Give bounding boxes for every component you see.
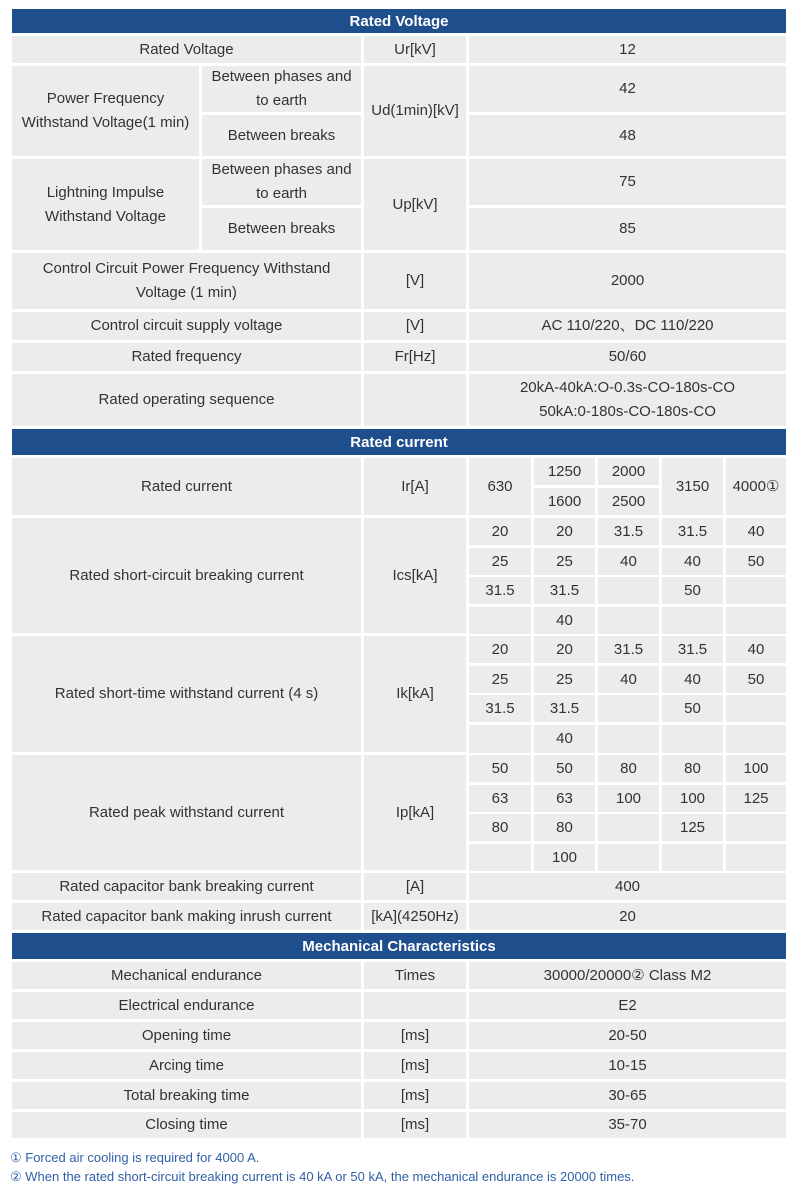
ip-value-cell: 50 xyxy=(534,755,595,782)
ik-value-cell xyxy=(726,695,786,722)
row-label-rated-voltage: Rated Voltage xyxy=(12,36,361,63)
ip-value-cell: 80 xyxy=(534,814,595,841)
footnote-1: ① Forced air cooling is required for 4000 A. xyxy=(10,1150,260,1165)
row-value-opening-time: 20-50 xyxy=(469,1022,786,1049)
ics-value-cell: 31.5 xyxy=(598,518,659,545)
ip-value-cell xyxy=(598,814,659,841)
ip-value-cell: 100 xyxy=(598,785,659,812)
ics-value-cell xyxy=(469,607,531,634)
ip-value-cell: 80 xyxy=(598,755,659,782)
sub-label-between-phases: Between phases and to earth xyxy=(202,66,361,112)
ik-value-cell: 40 xyxy=(598,666,659,693)
ics-value-cell: 20 xyxy=(534,518,595,545)
ics-value-cell xyxy=(726,607,786,634)
ics-value-cell: 40 xyxy=(534,607,595,634)
row-label-power-frequency: Power Frequency Withstand Voltage(1 min) xyxy=(12,66,199,156)
row-unit-lightning-impulse: Up[kV] xyxy=(364,159,466,250)
row-value-arcing-time: 10-15 xyxy=(469,1052,786,1079)
row-label-closing-time: Closing time xyxy=(12,1112,361,1138)
rated-current-1250: 1250 xyxy=(534,458,595,485)
ik-value-cell xyxy=(598,695,659,722)
sub-label-between-breaks: Between breaks xyxy=(202,208,361,250)
row-label-operating-sequence: Rated operating sequence xyxy=(12,374,361,426)
footnote-2: ② When the rated short-circuit breaking current is 40 kA or 50 kA, the mechanical endurance is 20000 times. xyxy=(10,1169,635,1184)
ik-value-cell: 31.5 xyxy=(598,636,659,663)
rated-current-4000: 4000① xyxy=(726,458,786,515)
row-unit-control-supply: [V] xyxy=(364,312,466,340)
row-value-capacitor-breaking: 400 xyxy=(469,873,786,900)
row-label-total-breaking-time: Total breaking time xyxy=(12,1082,361,1109)
ik-value-cell xyxy=(598,725,659,753)
row-value-total-breaking-time: 30-65 xyxy=(469,1082,786,1109)
ics-value-cell: 40 xyxy=(598,548,659,575)
row-value-mechanical-endurance: 30000/20000② Class M2 xyxy=(469,962,786,989)
ip-value-cell xyxy=(726,814,786,841)
row-value-operating-sequence xyxy=(469,374,786,426)
row-label-lightning-impulse: Lightning Impulse Withstand Voltage xyxy=(12,159,199,250)
ik-value-cell: 40 xyxy=(534,725,595,753)
ip-value-cell xyxy=(598,844,659,871)
row-value-electrical-endurance: E2 xyxy=(469,992,786,1019)
row-label-short-circuit-breaking: Rated short-circuit breaking current xyxy=(12,518,361,633)
row-value-control-supply: AC 110/220、DC 110/220 xyxy=(469,312,786,340)
ics-value-cell: 25 xyxy=(469,548,531,575)
ik-value-cell: 40 xyxy=(662,666,723,693)
row-value-rated-frequency: 50/60 xyxy=(469,343,786,371)
ik-value-cell xyxy=(469,725,531,753)
sub-label-between-phases: Between phases and to earth xyxy=(202,159,361,205)
row-label-control-supply: Control circuit supply voltage xyxy=(12,312,361,340)
ip-value-cell: 125 xyxy=(726,785,786,812)
row-label-capacitor-breaking: Rated capacitor bank breaking current xyxy=(12,873,361,900)
ip-value-cell: 80 xyxy=(469,814,531,841)
section-header-mechanical: Mechanical Characteristics xyxy=(12,933,786,959)
row-unit-peak-withstand: Ip[kA] xyxy=(364,755,466,870)
row-unit-arcing-time: [ms] xyxy=(364,1052,466,1079)
section-header-rated-voltage: Rated Voltage xyxy=(12,9,786,33)
row-unit-electrical-endurance xyxy=(364,992,466,1019)
row-unit-capacitor-breaking: [A] xyxy=(364,873,466,900)
row-value-closing-time: 35-70 xyxy=(469,1112,786,1138)
ics-value-cell: 40 xyxy=(662,548,723,575)
value-power-freq-phases: 42 xyxy=(469,66,786,112)
rated-current-2000: 2000 xyxy=(598,458,659,485)
ik-value-cell: 25 xyxy=(534,666,595,693)
row-value-control-circuit-pf: 2000 xyxy=(469,253,786,309)
row-unit-operating-sequence xyxy=(364,374,466,426)
row-label-control-circuit-pf: Control Circuit Power Frequency Withstand Voltage (1 min) xyxy=(12,253,361,309)
sequence-line-1: 20kA-40kA:O-0.3s-CO-180s-CO xyxy=(519,379,736,396)
row-unit-short-time-withstand: Ik[kA] xyxy=(364,636,466,752)
ip-value-cell: 100 xyxy=(534,844,595,871)
row-label-peak-withstand: Rated peak withstand current xyxy=(12,755,361,870)
ip-value-cell: 100 xyxy=(662,785,723,812)
ik-value-cell: 50 xyxy=(726,666,786,693)
row-label-arcing-time: Arcing time xyxy=(12,1052,361,1079)
ip-value-cell xyxy=(469,844,531,871)
ip-value-cell: 63 xyxy=(534,785,595,812)
ip-value-cell: 80 xyxy=(662,755,723,782)
row-label-rated-frequency: Rated frequency xyxy=(12,343,361,371)
value-lightning-phases: 75 xyxy=(469,159,786,205)
row-unit-total-breaking-time: [ms] xyxy=(364,1082,466,1109)
ip-value-cell xyxy=(726,844,786,871)
row-label-capacitor-making: Rated capacitor bank making inrush current xyxy=(12,903,361,930)
row-unit-mechanical-endurance: Times xyxy=(364,962,466,989)
ics-value-cell xyxy=(726,577,786,604)
ik-value-cell: 20 xyxy=(469,636,531,663)
value-power-freq-breaks: 48 xyxy=(469,115,786,156)
rated-current-630: 630 xyxy=(469,458,531,515)
ics-value-cell: 40 xyxy=(726,518,786,545)
row-label-short-time-withstand: Rated short-time withstand current (4 s) xyxy=(12,636,361,752)
row-label-rated-current: Rated current xyxy=(12,458,361,515)
ik-value-cell xyxy=(726,725,786,753)
ics-value-cell xyxy=(662,607,723,634)
row-unit-rated-current: Ir[A] xyxy=(364,458,466,515)
row-unit-rated-frequency: Fr[Hz] xyxy=(364,343,466,371)
row-unit-closing-time: [ms] xyxy=(364,1112,466,1138)
ik-value-cell: 50 xyxy=(662,695,723,722)
value-lightning-breaks: 85 xyxy=(469,208,786,250)
row-label-mechanical-endurance: Mechanical endurance xyxy=(12,962,361,989)
ip-value-cell: 50 xyxy=(469,755,531,782)
ip-value-cell: 125 xyxy=(662,814,723,841)
ik-value-cell xyxy=(662,725,723,753)
ik-value-cell: 40 xyxy=(726,636,786,663)
row-value-rated-voltage: 12 xyxy=(469,36,786,63)
ik-value-cell: 20 xyxy=(534,636,595,663)
row-unit-short-circuit-breaking: Ics[kA] xyxy=(364,518,466,633)
ip-value-cell: 100 xyxy=(726,755,786,782)
ics-value-cell: 31.5 xyxy=(662,518,723,545)
row-unit-rated-voltage: Ur[kV] xyxy=(364,36,466,63)
row-label-opening-time: Opening time xyxy=(12,1022,361,1049)
row-unit-opening-time: [ms] xyxy=(364,1022,466,1049)
sequence-line-2: 50kA:0-180s-CO-180s-CO xyxy=(539,403,716,420)
ip-value-cell xyxy=(662,844,723,871)
ics-value-cell: 31.5 xyxy=(534,577,595,604)
ik-value-cell: 25 xyxy=(469,666,531,693)
rated-current-1600: 1600 xyxy=(534,488,595,515)
ik-value-cell: 31.5 xyxy=(662,636,723,663)
ik-value-cell: 31.5 xyxy=(534,695,595,722)
row-value-capacitor-making: 20 xyxy=(469,903,786,930)
ics-value-cell: 31.5 xyxy=(469,577,531,604)
ics-value-cell: 50 xyxy=(726,548,786,575)
row-unit-capacitor-making: [kA](4250Hz) xyxy=(364,903,466,930)
sub-label-between-breaks: Between breaks xyxy=(202,115,361,156)
ip-value-cell: 63 xyxy=(469,785,531,812)
ics-value-cell: 50 xyxy=(662,577,723,604)
rated-current-2500: 2500 xyxy=(598,488,659,515)
ics-value-cell xyxy=(598,577,659,604)
ik-value-cell: 31.5 xyxy=(469,695,531,722)
row-unit-power-frequency: Ud(1min)[kV] xyxy=(364,66,466,156)
row-unit-control-circuit-pf: [V] xyxy=(364,253,466,309)
row-label-electrical-endurance: Electrical endurance xyxy=(12,992,361,1019)
section-header-rated-current: Rated current xyxy=(12,429,786,455)
rated-current-3150: 3150 xyxy=(662,458,723,515)
ics-value-cell: 20 xyxy=(469,518,531,545)
ics-value-cell: 25 xyxy=(534,548,595,575)
ics-value-cell xyxy=(598,607,659,634)
